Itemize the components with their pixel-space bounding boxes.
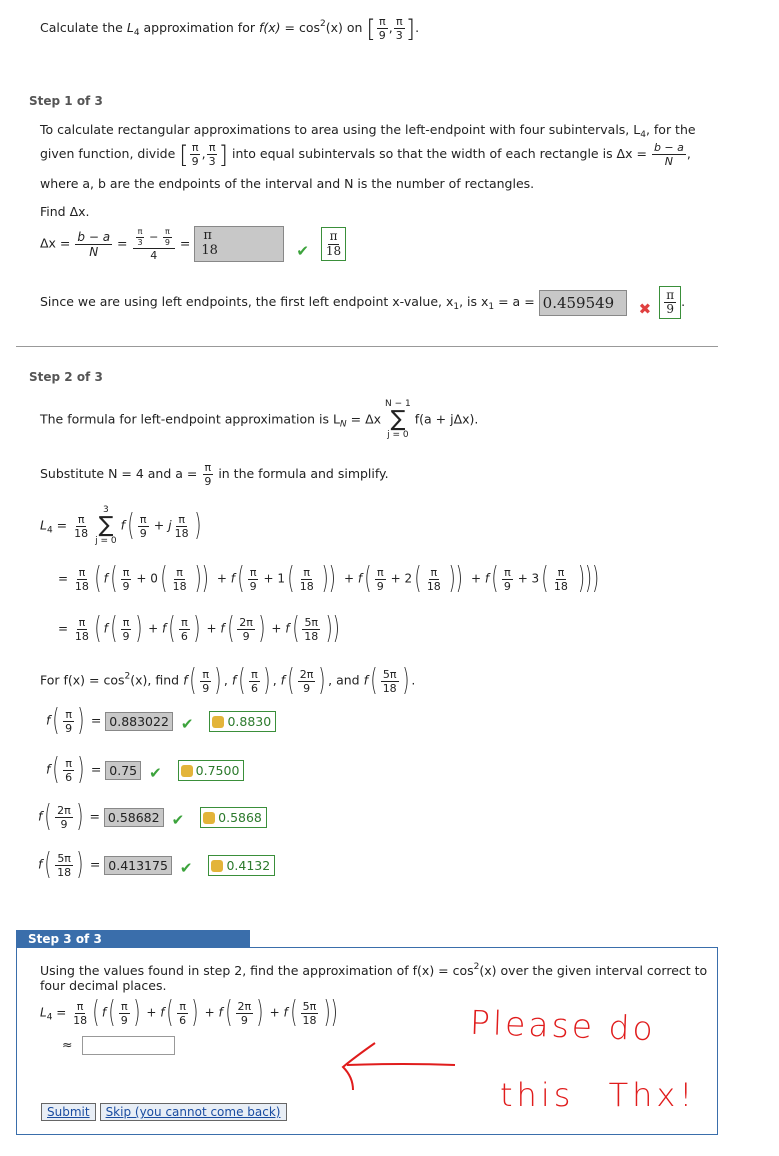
step3-expression: $L_4$ = $\frac{\pi}{18}$ ( f( $\frac{\pi}{9}$ ) + f( $\frac{\pi}{6}$ ) + f( $\frac{2\pi}{9}$ ) + f( $\frac{5\pi}{18}$ )) (40, 995, 339, 1030)
dx-correct-answer: $\frac{\pi}{18}$ (321, 227, 346, 260)
check-icon: ✔ (179, 859, 193, 877)
interval-a: $\frac{\pi}{9}$ (378, 15, 386, 42)
step1-paragraph-line1: To calculate rectangular approximations to area using the left-endpoint with four subintervals, $L_4$, for the (40, 122, 696, 140)
check-icon: ✔ (171, 811, 185, 829)
interval-b: $\frac{\pi}{3}$ (395, 15, 403, 42)
arrow-annotation (335, 1035, 465, 1095)
answer-key-badge: 0.7500 (178, 760, 245, 781)
f-5pi-18-answer[interactable]: 0.413175 (104, 856, 172, 875)
step3-paragraph-line2: four decimal places. (40, 978, 167, 993)
value-row-1: f( $\frac{\pi}{9}$ ) = 0.883022 ✔ 0.8830 (46, 708, 276, 734)
step3-title: Step 3 of 3 (16, 930, 250, 948)
answer-key-badge: 0.8830 (209, 711, 276, 732)
check-icon: ✔ (149, 764, 162, 782)
substitute-line: Substitute N = 4 and a = $\frac{\pi}{9}$ in the formula and simplify. (40, 461, 389, 488)
answer-key-badge: 0.4132 (208, 855, 275, 876)
handwritten-note-line1: Please do (469, 1002, 657, 1049)
expanded-sum: = $\frac{\pi}{18}$ ( f( $\frac{\pi}{9}$ + 0( $\frac{\pi}{18}$ )) + f( $\frac{\pi}{9}$ + 1( $\frac{\pi}{18}$ )) + f( $\frac{\pi}{9}$ + 2( $\frac{\pi}{18}$ )) + f( $\frac{\pi}{9}$ + 3( $\frac{\pi}{18}$ ))) (58, 561, 600, 596)
simplified-sum: = $\frac{\pi}{18}$ ( f( $\frac{\pi}{9}$ ) + f( $\frac{\pi}{6}$ ) + f( $\frac{2\pi}{9}$ ) + f( $\frac{5\pi}{18}$ )) (58, 611, 340, 646)
step1-title: Step 1 of 3 (29, 94, 103, 108)
step1-paragraph-line3: where a, b are the endpoints of the interval and N is the number of rectangles. (40, 176, 535, 191)
f-2pi-9-answer[interactable]: 0.58682 (104, 808, 164, 827)
step2-title: Step 2 of 3 (29, 370, 103, 384)
key-icon (181, 765, 193, 777)
find-values-line: For $f(x) = \cos^2(x)$, find f( $\frac{\pi}{9}$ ) , f( $\frac{\pi}{6}$ ) , f( $\frac{2\pi}{9}$ ) , and f( $\frac{5\pi}{18}$ ) . (40, 663, 416, 698)
key-icon (211, 860, 223, 872)
find-dx: Find Δx. (40, 204, 90, 219)
step-divider (16, 346, 718, 347)
step3-paragraph-line1: Using the values found in step 2, find the approximation of $f(x) = \cos^2(x)$ over the given interval correct to (40, 962, 708, 978)
value-row-3: f( $\frac{2\pi}{9}$ ) = 0.58682 ✔ 0.5868 (38, 804, 267, 830)
button-row (41, 1103, 287, 1121)
f-pi-6-answer[interactable]: 0.75 (105, 761, 141, 780)
handwritten-note-line2: this Thx! (500, 1076, 697, 1114)
left-endpoint-sentence: Since we are using left endpoints, the first left endpoint x-value, $x_1$, is $x_1 = a = 0.459549$ ✖ $\frac{\pi}{9}$ . (40, 288, 686, 318)
dx-equation: Δx = $\frac{b - a}{N}$ = $\frac{\pi}{3}$ − $\frac{\pi}{9}$ 4 = π 18 ✔ $\frac{\pi}{18}$ (40, 226, 346, 262)
key-icon (212, 716, 224, 728)
x1-answer-box[interactable]: 0.459549 (539, 290, 627, 316)
formula-line: The formula for left-endpoint approximation is $L_N = \Delta x$ N − 1 ∑ j = 0 f(a + jΔx). (40, 399, 479, 440)
value-row-4: f( $\frac{5\pi}{18}$ ) = 0.413175 ✔ 0.4132 (38, 852, 275, 878)
f-pi-9-answer[interactable]: 0.883022 (105, 712, 173, 731)
cross-icon: ✖ (638, 299, 652, 318)
check-icon: ✔ (180, 715, 194, 733)
approx-row: ≈ (62, 1036, 175, 1055)
sum-expression: $L_4$ = $\frac{\pi}{18}$ 3 ∑ j = 0 f( $\frac{\pi}{9}$ + j $\frac{\pi}{18}$ ) (40, 505, 201, 546)
dx-answer-box[interactable]: π 18 (194, 226, 284, 262)
problem-statement: Calculate the $L_4$ approximation for $f(x) = \cos^2(x)$ on [ $\frac{\pi}{9}$ , $\frac{\pi}{3}$ ]. (40, 14, 420, 43)
approximation-input[interactable] (82, 1036, 175, 1055)
submit-button[interactable]: Submit (41, 1103, 96, 1121)
key-icon (203, 812, 215, 824)
answer-key-badge: 0.5868 (200, 807, 267, 828)
x1-correct-answer: $\frac{\pi}{9}$ (659, 286, 681, 319)
step1-paragraph-line2: given function, divide [ $\frac{\pi}{9}$ , $\frac{\pi}{3}$ ] into equal subintervals so that the width of each rectangle is Δx = $\frac{b - a}{N}$ , (40, 140, 691, 169)
value-row-2: f( $\frac{\pi}{6}$ ) = 0.75 ✔ 0.7500 (46, 757, 244, 783)
skip-button[interactable]: Skip (you cannot come back) (100, 1103, 287, 1121)
check-icon: ✔ (296, 242, 309, 260)
